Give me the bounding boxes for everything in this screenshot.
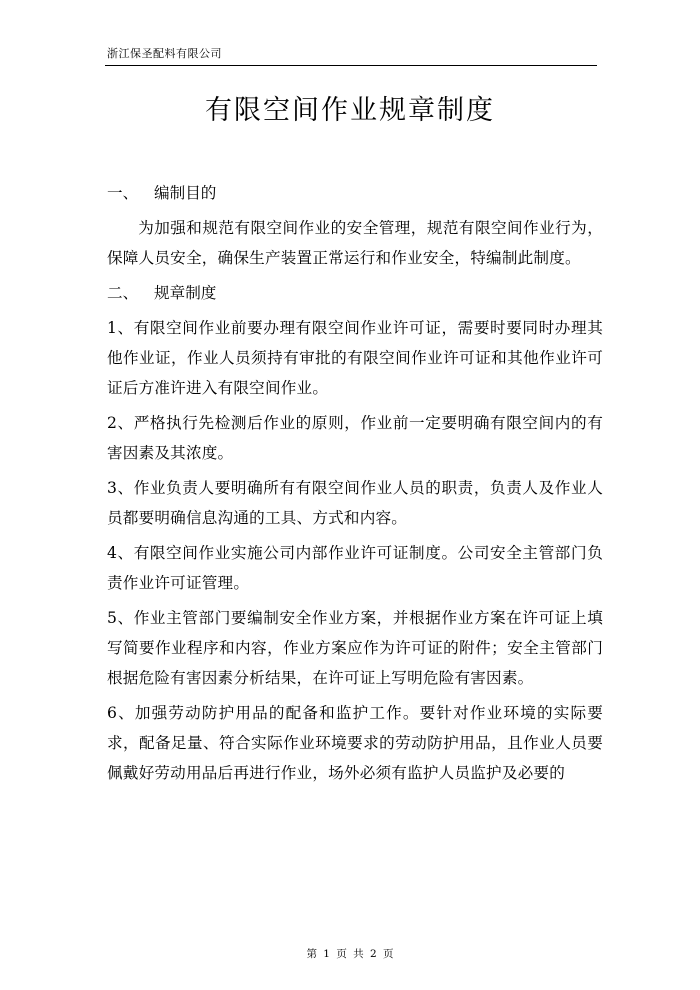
- rule-item-2: 2、严格执行先检测后作业的原则，作业前一定要明确有限空间内的有害因素及其浓度。: [107, 414, 603, 462]
- rule-item-6: 6、加强劳动防护用品的配备和监护工作。要针对作业环境的实际要求，配备足量、符合实际作业环境要求的劳动防护用品，且作业人员要佩戴好劳动用品后再进行作业，场外必须有监护人员监护及必要的: [107, 704, 603, 782]
- page-number-footer: 第 1 页 共 2 页: [306, 948, 394, 960]
- rule-item-5: 5、作业主管部门要编制安全作业方案，并根据作业方案在许可证上填写简要作业程序和内容，作业方案应作为许可证的附件；安全主管部门根据危险有害因素分析结果，在许可证上写明危险有害因素。: [107, 609, 603, 687]
- purpose-paragraph: 为加强和规范有限空间作业的安全管理，规范有限空间作业行为，保障人员安全，确保生产装置正常运行和作业安全，特编制此制度。: [107, 219, 603, 267]
- section-number: 一、: [107, 184, 139, 202]
- document-body: [107, 178, 603, 793]
- rule-item-4: 4、有限空间作业实施公司内部作业许可证制度。公司安全主管部门负责作业许可证管理。: [107, 544, 603, 592]
- section-number: 二、: [107, 284, 139, 302]
- document-title: 有限空间作业规章制度: [205, 95, 495, 126]
- section-title: 编制目的: [154, 184, 217, 202]
- section-heading-purpose: [107, 178, 603, 208]
- section-heading-rules: [107, 278, 603, 308]
- header-divider: [105, 65, 597, 66]
- section-title: 规章制度: [154, 284, 217, 302]
- rule-item-1: 1、有限空间作业前要办理有限空间作业许可证，需要时要同时办理其他作业证，作业人员须持有审批的有限空间作业许可证和其他作业许可证后方准许进入有限空间作业。: [107, 319, 603, 397]
- rule-item-3: 3、作业负责人要明确所有有限空间作业人员的职责，负责人及作业人员都要明确信息沟通的工具、方式和内容。: [107, 479, 603, 527]
- running-header-company: 浙江保圣配料有限公司: [107, 47, 222, 60]
